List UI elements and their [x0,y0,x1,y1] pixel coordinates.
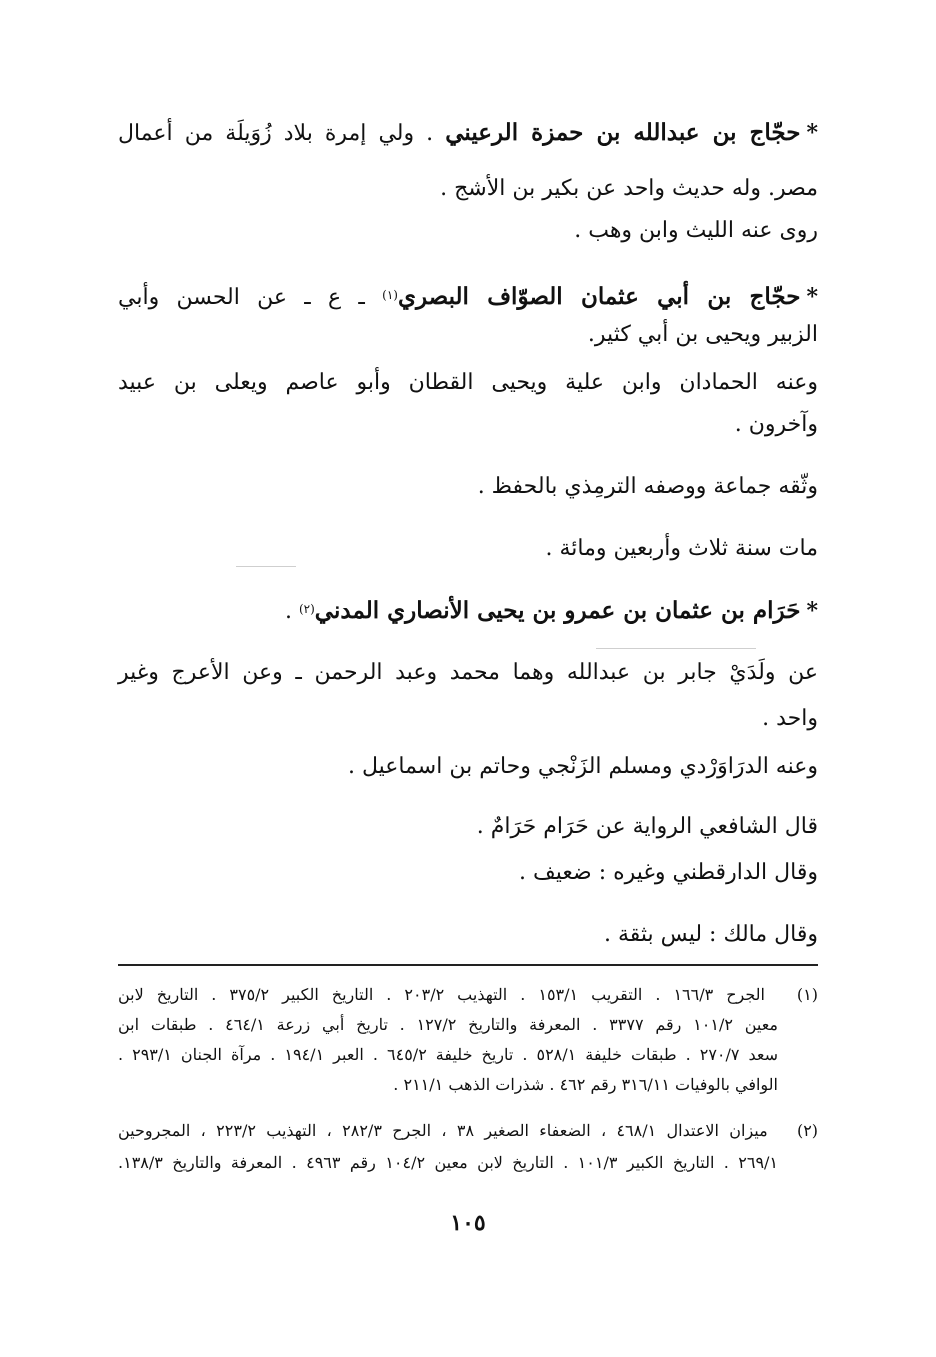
footnote-1-text: الجرح ١٦٦/٣ . التقريب ١٥٣/١ . التهذيب ٢٠٣/٢ . التاريخ الكبير ٣٧٥/٢ . التاريخ لابن [118,985,766,1004]
entry-bullet: * [806,120,818,146]
footnote-1-line-4: الوافي بالوفيات ٣١٦/١١ رقم ٤٦٢ . شذرات الذهب ٢١١/١ . [393,1075,778,1094]
footnote-ref-1: (١) [382,288,398,302]
entry-1-line-3: روى عنه الليث وابن وهب . [574,218,818,243]
page-number: ١٠٥ [450,1210,486,1236]
footnote-1-line-3: سعد ٢٧٠/٧ . طبقات خليفة ٥٢٨/١ . تاريخ خليفة ٦٤٥/٢ . العبر ١٩٤/١ . مرآة الجنان ٢٩٣/١ . [118,1045,779,1064]
entry-3-text: . [284,599,292,624]
entry-2-line-4: وآخرون . [734,412,818,437]
entry-2-line-2: الزبير ويحيى بن أبي كثير. [587,322,818,347]
entry-3-line-6: وقال الدارقطني وغيره : ضعيف . [519,860,818,885]
entry-1-line-1 [118,118,818,149]
entry-bullet: * [806,284,818,310]
footnote-1-line-2: معين ١٠١/٢ رقم ٣٣٧٧ . المعرفة والتاريخ ١٢٧/٢ . تاريخ أبي زرعة ٤٦٤/١ . طبقات ابن [118,1015,779,1034]
entry-2-line-1 [118,282,818,313]
entry-3-line-4: وعنه الدرَاوَرْدي ومسلم الزَنْجي وحاتم بن اسماعيل . [347,754,818,779]
footnote-2-text: ميزان الاعتدال ٤٦٨/١ ، الضعفاء الصغير ٣٨ ، الجرح ٢٨٢/٣ ، التهذيب ٢٢٣/٢ ، المجروحين [118,1121,768,1140]
entry-2-text: ـ ع ـ عن الحسن وأبي [118,285,365,310]
entry-3-line-3: واحد . [762,706,818,731]
entry-2-name: حجّاج بن أبي عثمان الصوّاف البصري [397,283,801,310]
entry-bullet: * [806,598,818,624]
entry-3-name: حَرَام بن عثمان بن عمرو بن يحيى الأنصاري المدني [314,597,801,624]
entry-2-line-5: وثّقه جماعة ووصفه الترمِذي بالحفظ . [477,474,818,499]
entry-3-line-2: عن ولَدَيْ جابر بن عبدالله وهما محمد وعبد الرحمن ـ وعن الأعرج وغير [118,660,818,685]
footnote-2-number: (٢) [796,1121,819,1140]
entry-1-text: . ولي إمرة بلاد زُوَيلَة من أعمال [118,121,434,146]
footnote-ref-2: (٢) [298,602,315,616]
footnote-2-line-2: ٢٦٩/١ . التاريخ الكبير ١٠١/٣ . التاريخ لابن معين ١٠٤/٢ رقم ٤٩٦٣ . المعرفة والتاريخ ١٣٨/٣. [118,1153,779,1172]
footnote-1-number: (١) [796,985,819,1004]
faint-mark [236,566,296,567]
footnote-separator [118,964,818,966]
entry-3-line-7: وقال مالك : ليس بثقة . [603,922,818,947]
footnote-1-line-1 [118,984,818,1006]
entry-2-line-3: وعنه الحمادان وابن علية ويحيى القطان وأبو عاصم ويعلى بن عبيد [118,370,818,395]
entry-1-line-2: مصر. وله حديث واحد عن بكير بن الأشج . [440,176,818,201]
footnote-2-line-1 [118,1120,818,1142]
entry-1-name: حجّاج بن عبدالله بن حمزة الرعيني [445,119,801,146]
entry-3-line-1 [285,596,818,627]
entry-3-line-5: قال الشافعي الرواية عن حَرَام حَرَامٌ . [476,814,818,839]
entry-2-line-6: مات سنة ثلاث وأربعين ومائة . [545,536,818,561]
faint-mark [596,648,756,649]
